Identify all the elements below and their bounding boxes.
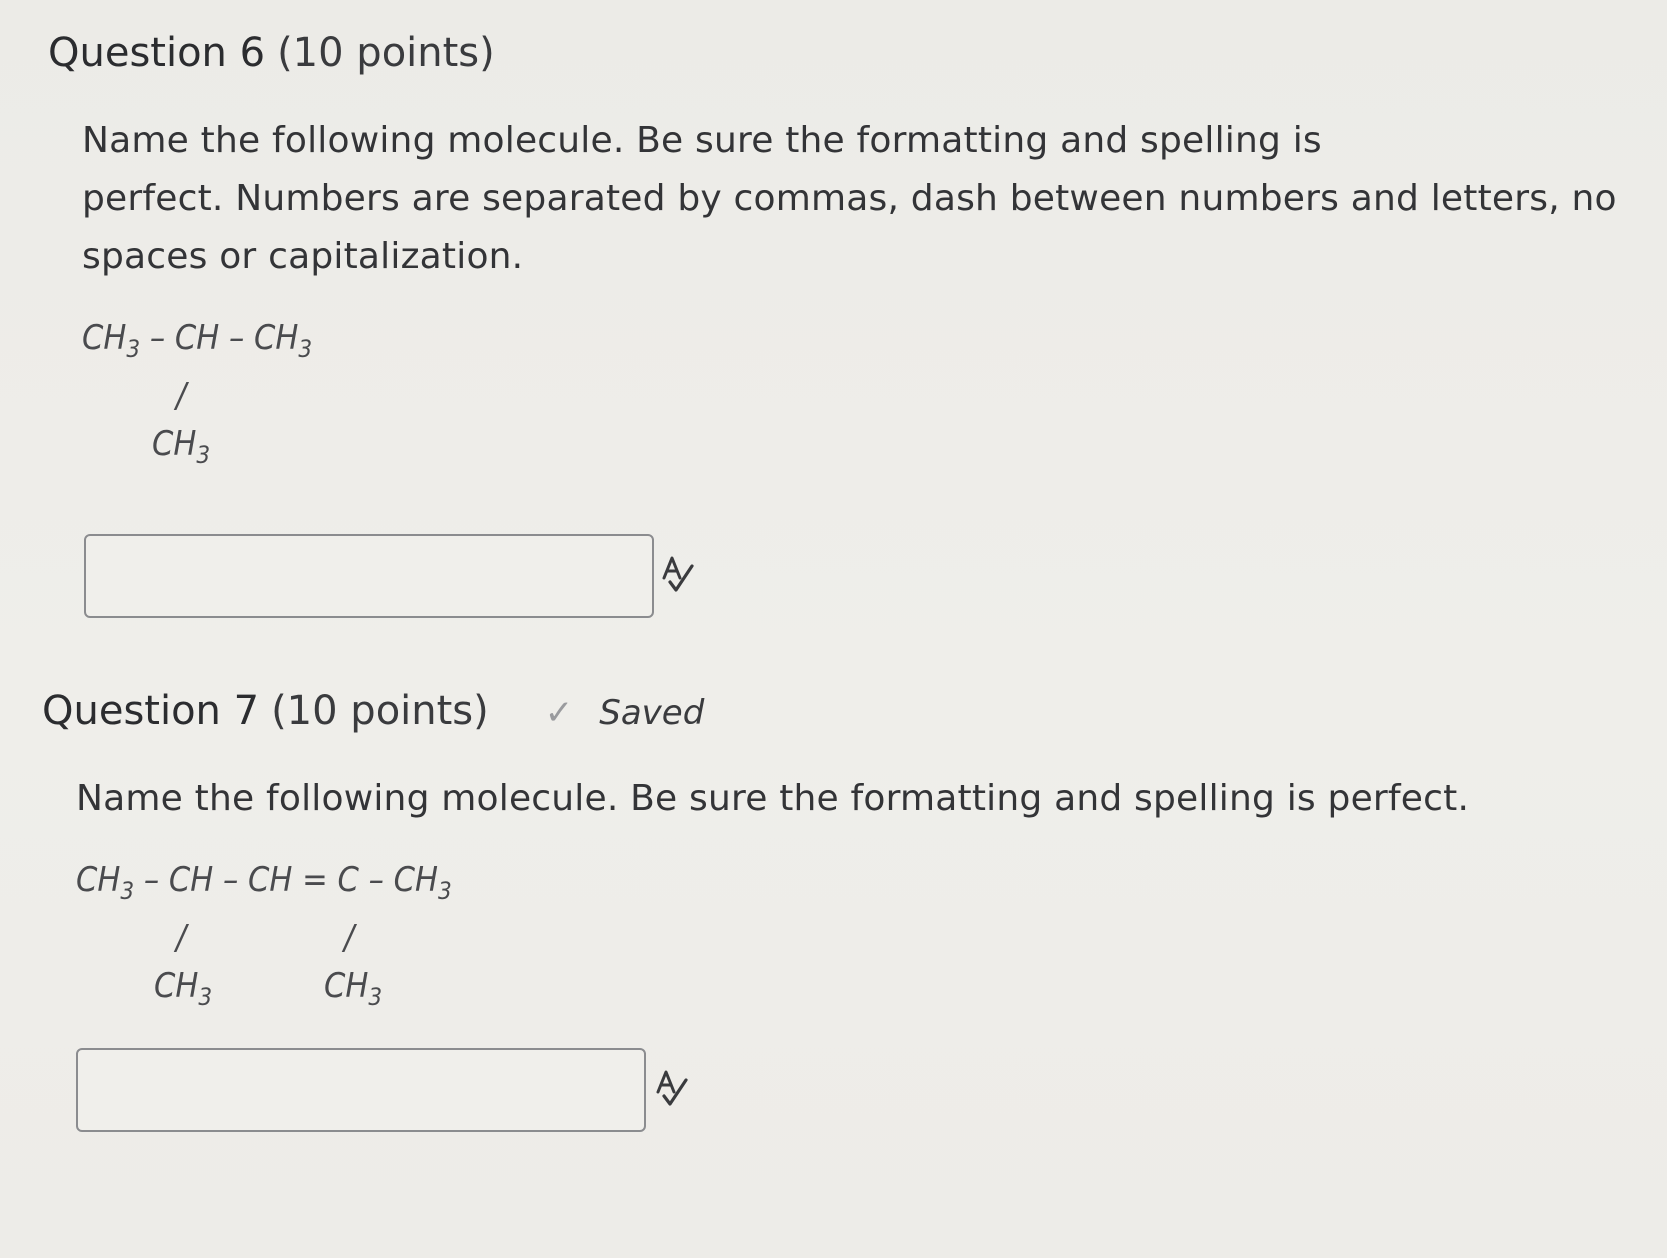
single-bond: – (140, 318, 175, 358)
question-points: (10 points) (277, 30, 495, 76)
group-ch: CH (168, 860, 214, 900)
prompt-line: Name the following molecule. Be sure the formatting and spelling is perfect. (76, 778, 1470, 819)
single-bond: – (213, 860, 249, 900)
single-bond: – (358, 860, 394, 900)
saved-status (545, 693, 705, 733)
branch-bond: / (344, 918, 355, 958)
prompt-line: Name the following molecule. Be sure the formatting and spelling is (82, 120, 1322, 161)
question-7-header (42, 688, 704, 734)
prompt-line: perfect. Numbers are separated by commas, dash between numbers and letters, no (82, 178, 1617, 219)
single-bond: – (134, 860, 169, 900)
group-ch3: $CH_3$ (393, 860, 452, 905)
question-6-header (48, 30, 495, 76)
double-bond: = (292, 860, 338, 900)
question-6-answer-input[interactable] (84, 534, 654, 618)
main-chain-formula (76, 860, 452, 905)
prompt-line: spaces or capitalization. (82, 236, 524, 277)
group-c: C (337, 860, 359, 900)
group-ch3: $CH_3$ (254, 318, 313, 363)
branch-ch3: $CH_3$ (324, 966, 383, 1011)
group-ch3: $CH_3$ (82, 318, 141, 363)
question-points: (10 points) (271, 688, 489, 734)
group-ch3: $CH_3$ (76, 860, 135, 905)
main-chain-formula (82, 318, 312, 363)
question-7-answer-input[interactable] (76, 1048, 646, 1132)
question-title: Question 6 (48, 30, 266, 76)
checkmark-icon: ✓ (544, 693, 574, 733)
branch-bond: / (176, 376, 187, 416)
spellcheck-icon[interactable] (650, 1066, 694, 1110)
branch-ch3: $CH_3$ (154, 966, 213, 1011)
group-ch: CH (248, 860, 293, 900)
branch-bond: / (176, 918, 187, 958)
group-ch: CH (174, 318, 220, 358)
question-7-prompt (76, 770, 1469, 828)
question-title: Question 7 (42, 688, 260, 734)
spellcheck-icon[interactable] (656, 552, 700, 596)
question-6-prompt (82, 112, 1617, 286)
branch-ch3: $CH_3$ (152, 424, 211, 469)
saved-status-label: Saved (599, 693, 705, 733)
single-bond: – (219, 318, 255, 358)
